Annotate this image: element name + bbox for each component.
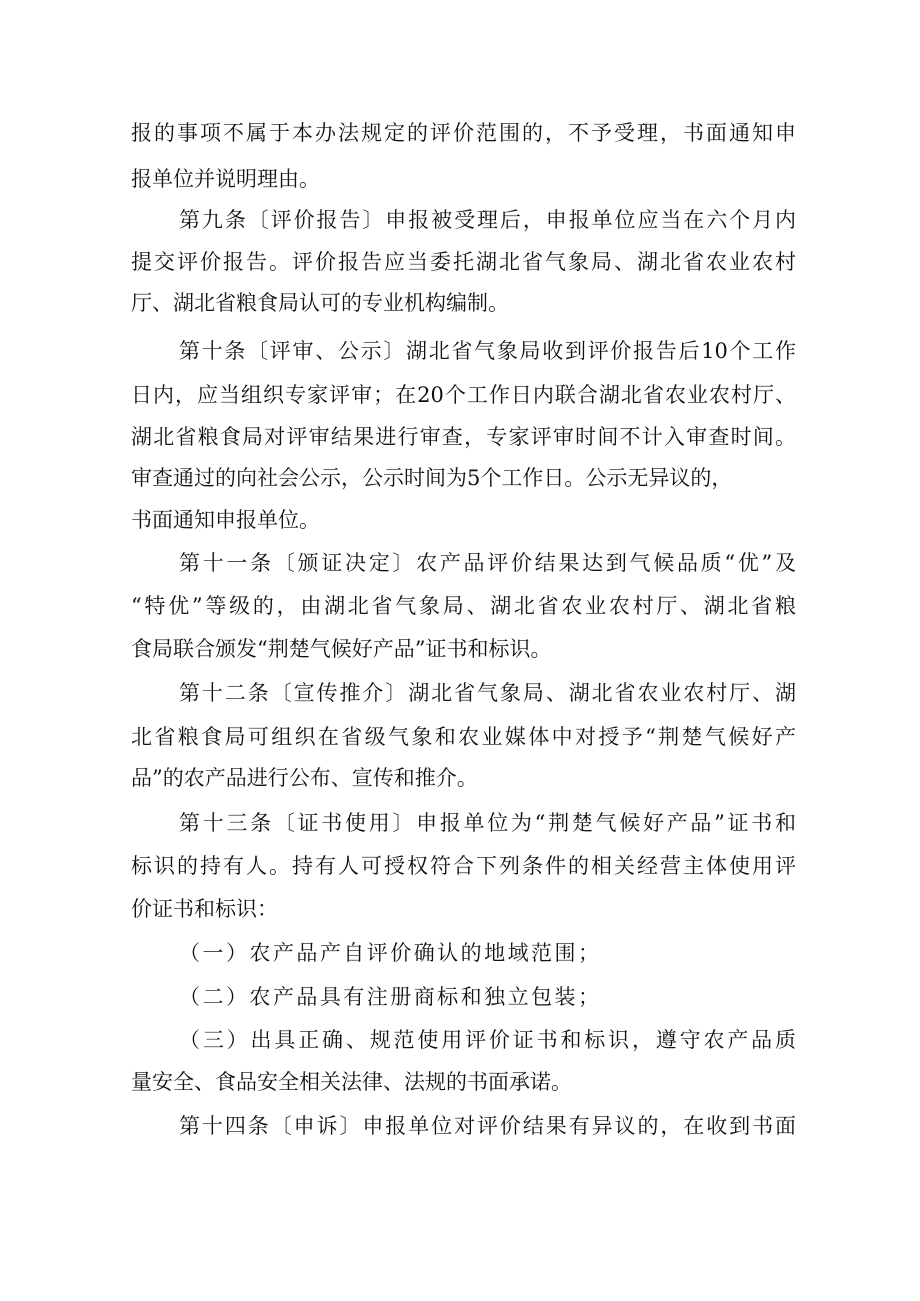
article-12-line: 第十二条〔宣传推介〕湖北省气象局、湖北省农业农村厅、湖 bbox=[179, 681, 796, 705]
text-line: 提交评价报告。评价报告应当委托湖北省气象局、湖北省农业农村 bbox=[131, 250, 796, 274]
text-line: 标识的持有人。持有人可授权符合下列条件的相关经营主体使用评 bbox=[131, 854, 796, 878]
text-line: 北省粮食局可组织在省级气象和农业媒体中对授予“荆楚气候好产 bbox=[131, 725, 796, 749]
article-13-line: 第十三条〔证书使用〕申报单位为“荆楚气候好产品”证书和 bbox=[179, 811, 796, 835]
text-line: 湖北省粮食局对评审结果进行审查，专家评审时间不计入审查时间。 bbox=[131, 425, 796, 449]
text-line: 日内，应当组织专家评审；在20个工作日内联合湖北省农业农村厅、 bbox=[131, 383, 796, 407]
text-line: 书面通知申报单位。 bbox=[131, 508, 320, 532]
article-9-line: 第九条〔评价报告〕申报被受理后，申报单位应当在六个月内 bbox=[179, 208, 796, 232]
text-line: “特优”等级的，由湖北省气象局、湖北省农业农村厅、湖北省粮 bbox=[131, 594, 796, 618]
text-line: 食局联合颁发“荆楚气候好产品”证书和标识。 bbox=[131, 637, 552, 661]
text-line: 报单位并说明理由。 bbox=[131, 167, 320, 191]
text-line: 量安全、食品安全相关法律、法规的书面承诺。 bbox=[131, 1070, 572, 1094]
list-item-2: （二）农产品具有注册商标和独立包装； bbox=[179, 985, 599, 1009]
article-11-line: 第十一条〔颁证决定〕农产品评价结果达到气候品质“优”及 bbox=[179, 551, 796, 575]
list-item-3: （三）出具正确、规范使用评价证书和标识，遵守农产品质 bbox=[179, 1028, 796, 1052]
text-line: 品”的农产品进行公布、宣传和推介。 bbox=[131, 766, 478, 790]
article-10-line: 第十条〔评审、公示〕湖北省气象局收到评价报告后10个工作 bbox=[179, 339, 796, 363]
article-14-line: 第十四条〔申诉〕申报单位对评价结果有异议的，在收到书面 bbox=[179, 1114, 796, 1138]
text-line: 价证书和标识： bbox=[131, 897, 278, 921]
text-line: 厅、湖北省粮食局认可的专业机构编制。 bbox=[131, 291, 509, 315]
text-line: 报的事项不属于本办法规定的评价范围的，不予受理，书面通知申 bbox=[131, 121, 796, 145]
text-line: 审查通过的向社会公示，公示时间为5个工作日。公示无异议的， bbox=[131, 466, 733, 490]
list-item-1: （一）农产品产自评价确认的地域范围； bbox=[179, 941, 599, 965]
